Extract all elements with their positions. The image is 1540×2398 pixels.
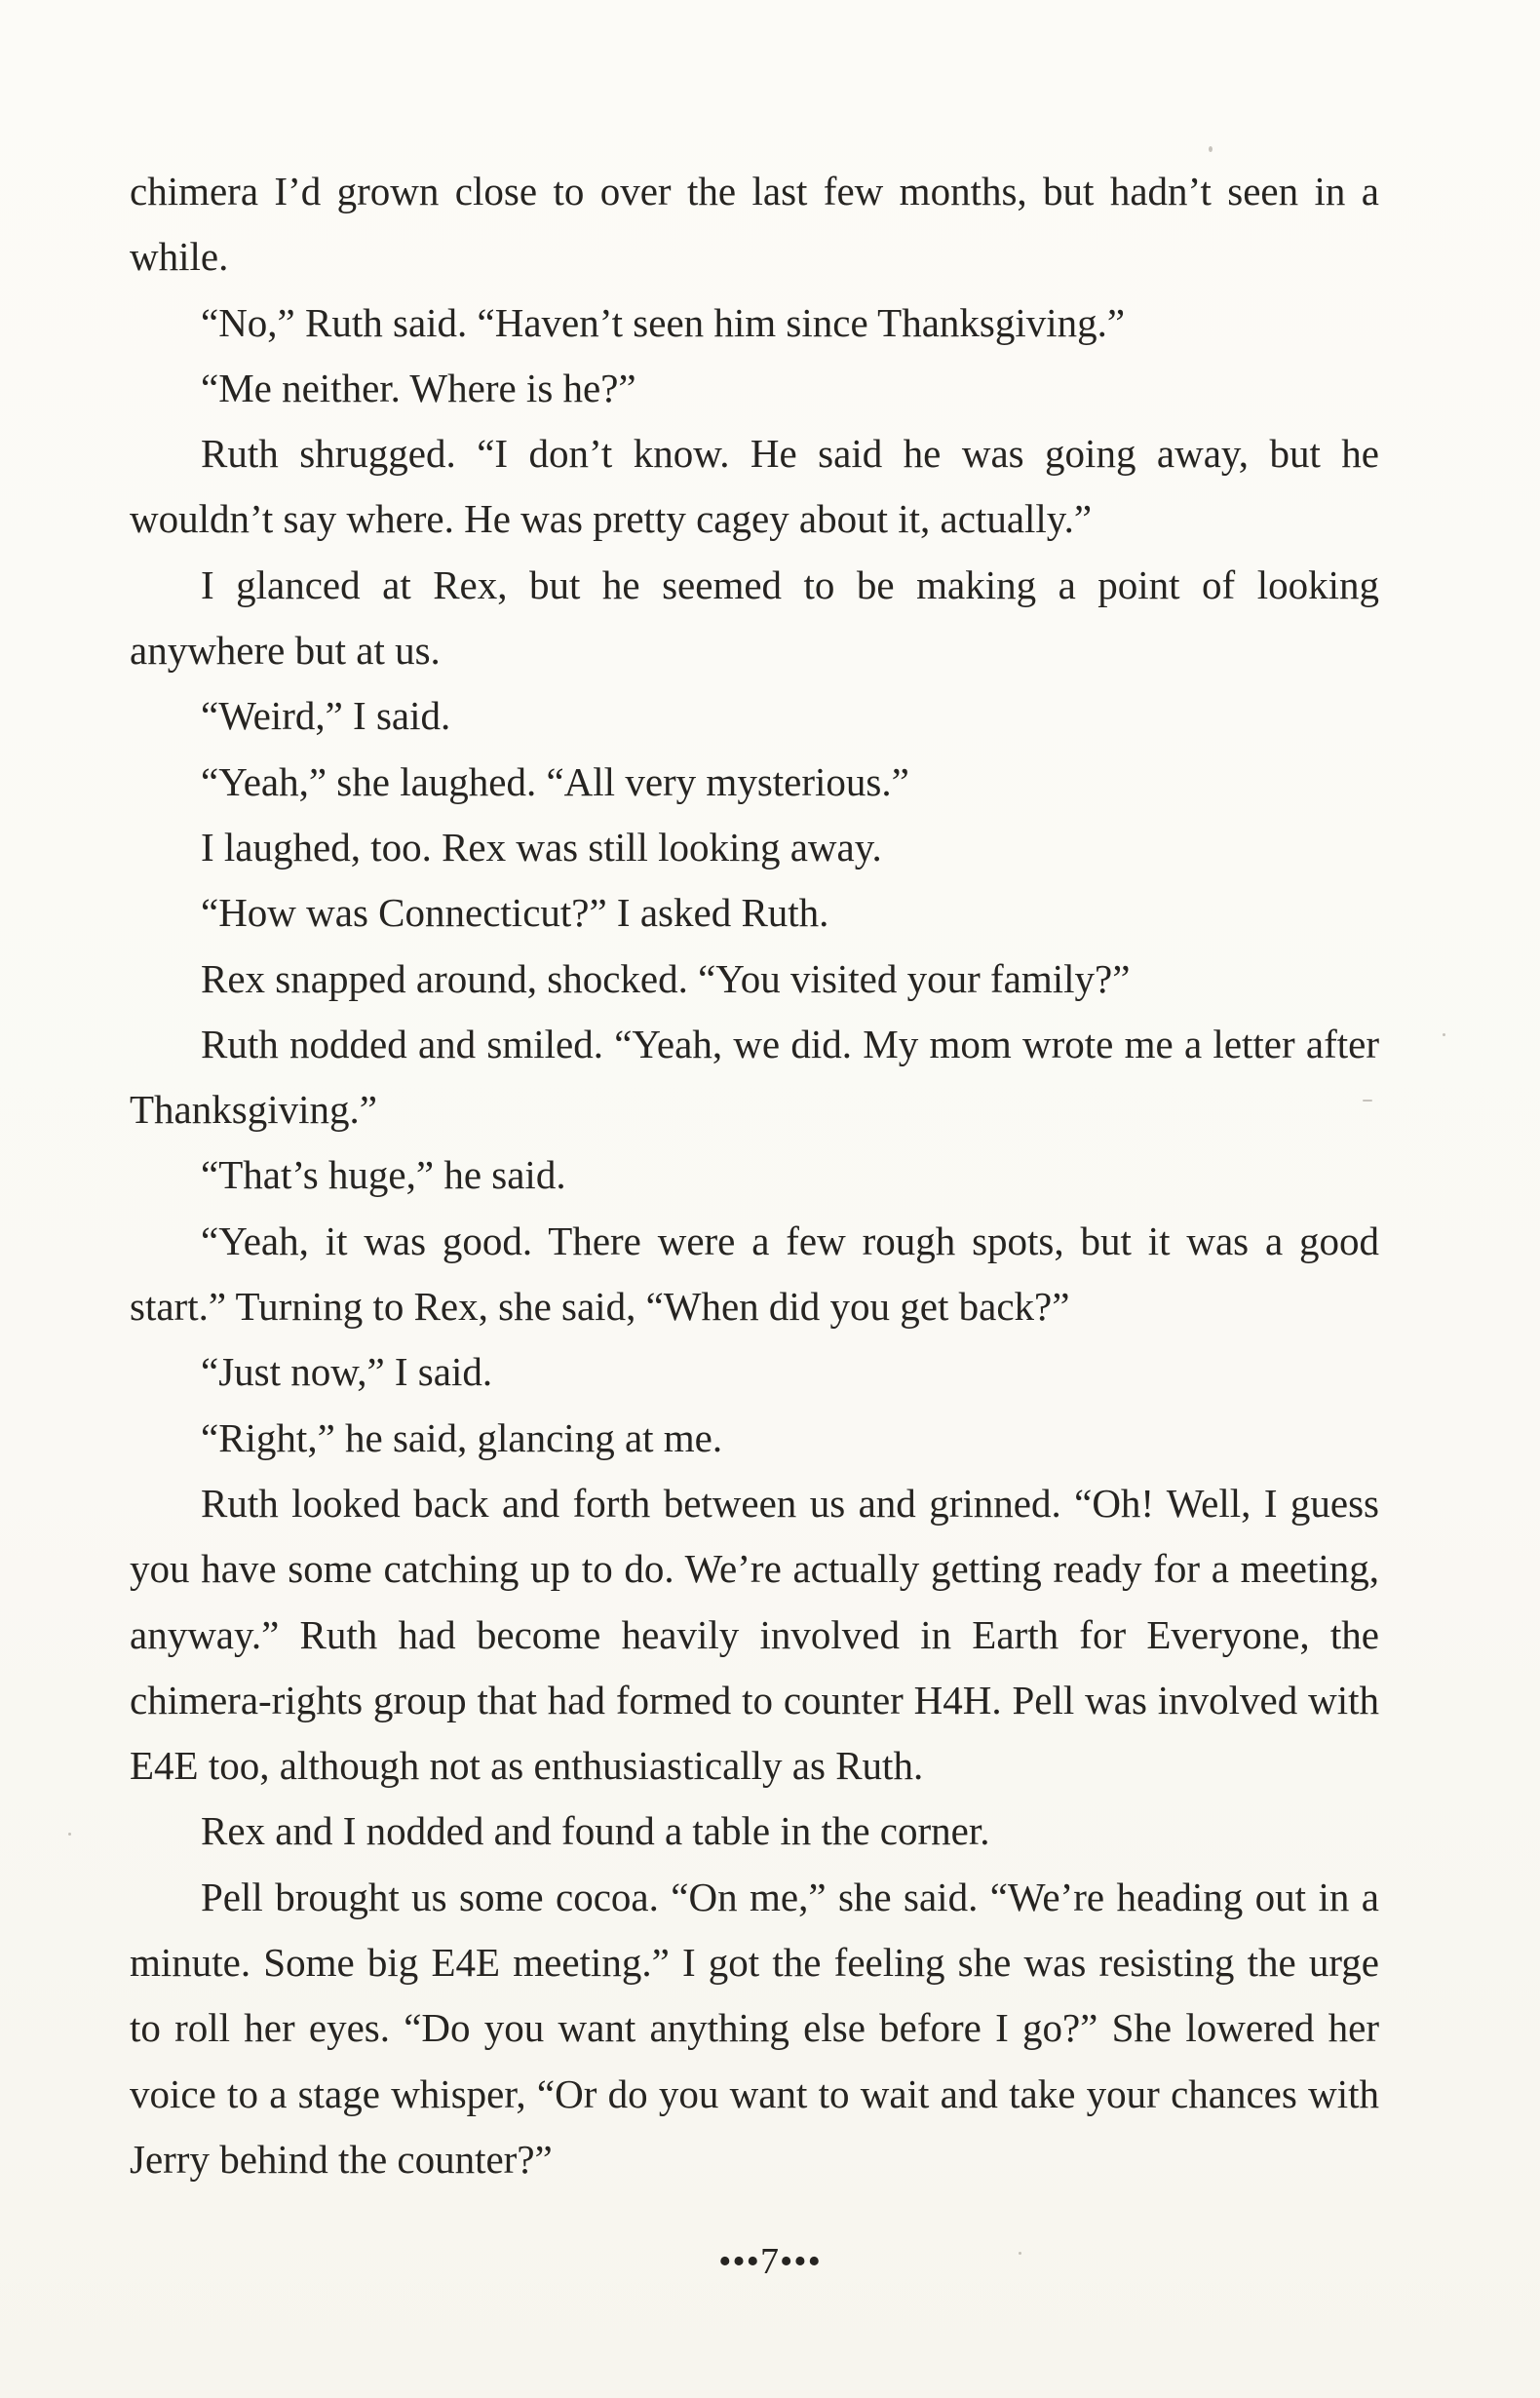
paragraph-6: “Weird,” I said.: [201, 693, 451, 739]
page-body-text: [130, 159, 1379, 2192]
paragraph-1: chimera I’d grown close to over the last few months, but hadn’t seen in a while.: [130, 169, 1379, 280]
paragraph-3: “Me neither. Where is he?”: [201, 365, 636, 410]
paragraph-10: Rex snapped around, shocked. “You visited your family?”: [201, 955, 1131, 1001]
paper-speck: [1019, 2252, 1021, 2255]
paper-speck: [1363, 1100, 1372, 1102]
paragraph-14: “Just now,” I said.: [201, 1349, 493, 1395]
paragraph-17: Rex and I nodded and found a table in the corner.: [201, 1808, 990, 1854]
paragraph-11: Ruth nodded and smiled. “Yeah, we did. My mom wrote me a letter after Thanksgiving.”: [130, 1021, 1379, 1133]
paper-speck: [1209, 146, 1213, 152]
paper-speck: [68, 1833, 71, 1836]
paragraph-12: “That’s huge,” he said.: [201, 1152, 566, 1198]
paragraph-5: I glanced at Rex, but he seemed to be making a point of looking anywhere but at us.: [130, 561, 1379, 674]
paragraph-13: “Yeah, it was good. There were a few rough spots, but it was a good start.” Turning to Rex, she said, “When did you get back?”: [130, 1218, 1379, 1330]
paragraph-4: Ruth shrugged. “I don’t know. He said he was going away, but he wouldn’t say where. He was pretty cagey about it, actually.”: [130, 431, 1379, 542]
paragraph-7: “Yeah,” she laughed. “All very mysterious.”: [201, 758, 909, 804]
page-number: •••7•••: [718, 2241, 822, 2282]
paragraph-9: “How was Connecticut?” I asked Ruth.: [201, 890, 829, 936]
paragraph-2: “No,” Ruth said. “Haven’t seen him since Thanksgiving.”: [201, 299, 1126, 345]
paragraph-18: Pell brought us some cocoa. “On me,” she said. “We’re heading out in a minute. Some big E4E meeting.” I got the feeling she was resisting the urge to roll her eyes. “Do you want anything else before I go?” She lowered her voice to a stage whisper, “Or do you want to wait and take your chances with Jerry behind the counter?”: [130, 1874, 1379, 2182]
paragraph-15: “Right,” he said, glancing at me.: [201, 1414, 723, 1460]
paragraph-8: I laughed, too. Rex was still looking away.: [201, 824, 882, 870]
paragraph-16: Ruth looked back and forth between us and grinned. “Oh! Well, I guess you have some catching up to do. We’re actually getting ready for a meeting, anyway.” Ruth had become heavily involved in Earth for Everyone, the chimera-rights group that had formed to counter H4H. Pell was involved with E4E too, although not as enthusiastically as Ruth.: [130, 1480, 1379, 1789]
paper-speck: [1443, 1033, 1445, 1036]
